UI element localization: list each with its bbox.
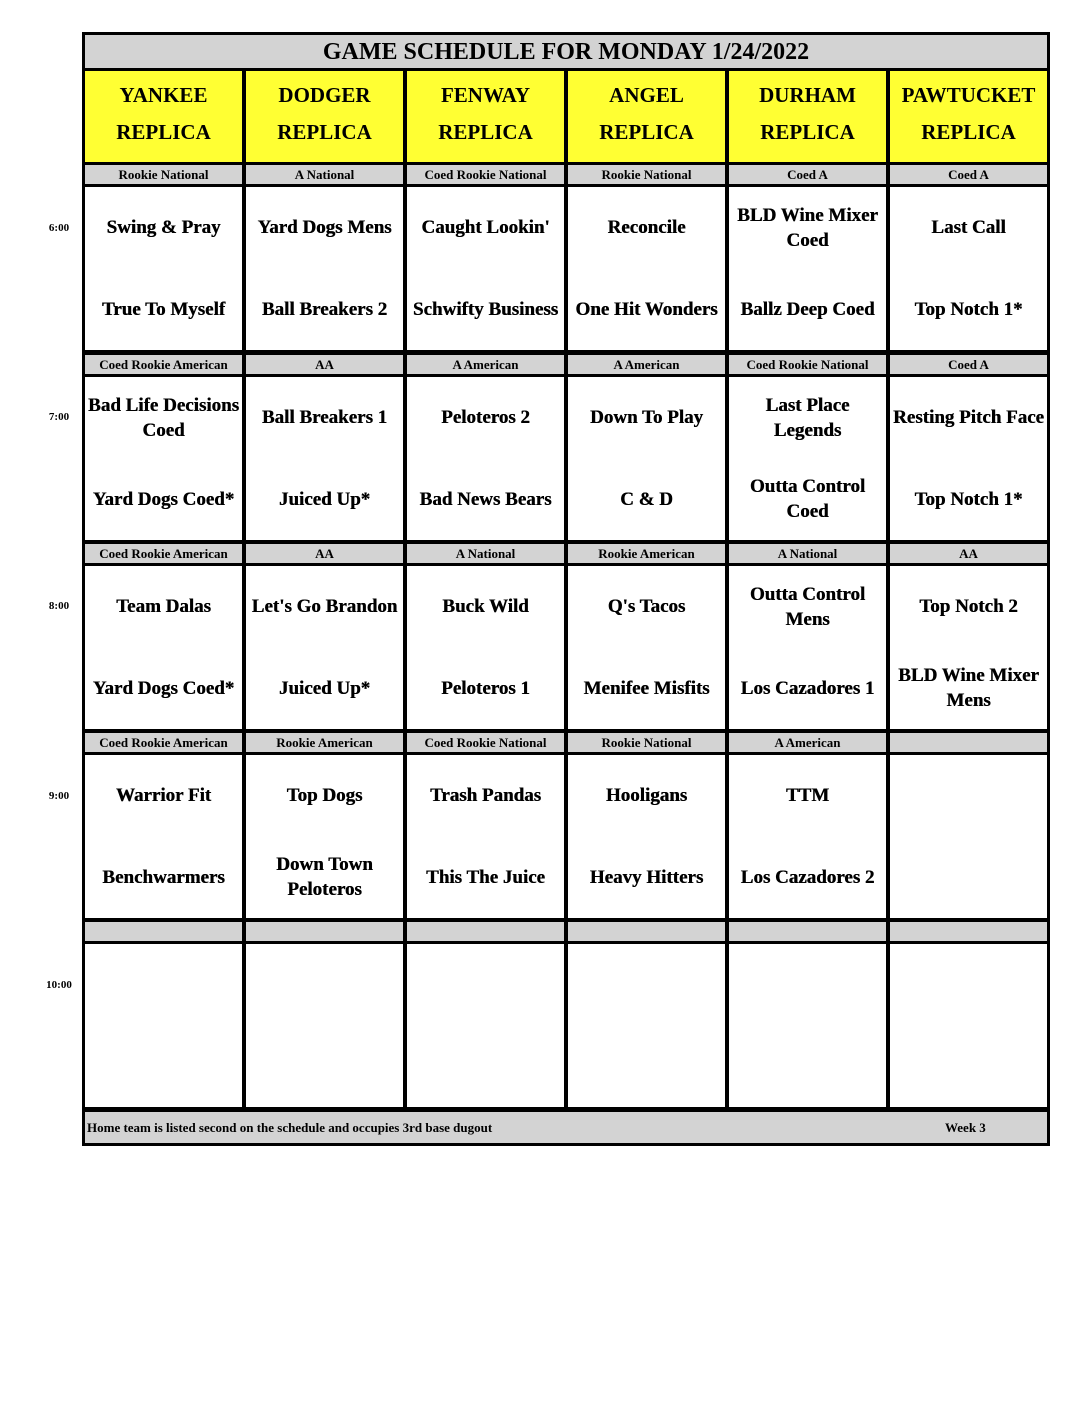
page-title: GAME SCHEDULE FOR MONDAY 1/24/2022 bbox=[85, 35, 1047, 68]
division-label: A American bbox=[729, 733, 886, 752]
away-team bbox=[568, 944, 725, 1026]
home-team: C & D bbox=[620, 488, 673, 510]
field-header bbox=[407, 71, 564, 162]
division-label: Coed Rookie National bbox=[729, 355, 886, 374]
time-label: 6:00 bbox=[48, 222, 70, 234]
division-label: A American bbox=[568, 355, 725, 374]
division-label: Coed Rookie National bbox=[407, 165, 564, 184]
game-cell bbox=[890, 377, 1047, 540]
field-header bbox=[568, 71, 725, 162]
game-cell bbox=[85, 944, 242, 1107]
field-name: YANKEE bbox=[119, 83, 208, 107]
division-label: A National bbox=[729, 544, 886, 563]
division-label: Coed A bbox=[729, 165, 886, 184]
away-team: Team Dalas bbox=[116, 596, 211, 618]
game-cell bbox=[246, 566, 403, 729]
home-team: Schwifty Business bbox=[412, 298, 559, 320]
away-team: TTM bbox=[785, 785, 830, 807]
division-label: Coed Rookie American bbox=[85, 355, 242, 374]
home-team: Yard Dogs Coed* bbox=[92, 488, 235, 510]
home-team: Ballz Deep Coed bbox=[740, 298, 875, 320]
home-team: Peloteros 1 bbox=[441, 677, 530, 699]
game-cell bbox=[729, 755, 886, 918]
field-name: FENWAY bbox=[440, 83, 531, 107]
away-team: Yard Dogs Mens bbox=[257, 217, 392, 239]
away-team: Last Place Legends bbox=[765, 394, 850, 441]
home-team: Top Notch 1* bbox=[914, 488, 1023, 510]
game-cell bbox=[407, 187, 564, 350]
field-name: PAWTUCKET bbox=[901, 83, 1036, 107]
home-team bbox=[246, 1026, 403, 1108]
away-team bbox=[890, 755, 1047, 837]
game-cell bbox=[246, 377, 403, 540]
game-cell bbox=[246, 755, 403, 918]
home-team: Juiced Up* bbox=[278, 488, 371, 510]
division-label: A National bbox=[407, 544, 564, 563]
game-cell bbox=[85, 566, 242, 729]
division-label: Rookie National bbox=[568, 165, 725, 184]
home-team: Heavy Hitters bbox=[589, 866, 704, 888]
away-team bbox=[85, 944, 242, 1026]
division-label bbox=[890, 922, 1047, 941]
away-team: Peloteros 2 bbox=[441, 407, 530, 429]
week-label: Week 3 bbox=[945, 1120, 986, 1135]
time-label: 7:00 bbox=[48, 411, 70, 423]
game-cell bbox=[568, 944, 725, 1107]
division-label: Rookie American bbox=[568, 544, 725, 563]
away-team: Reconcile bbox=[607, 217, 686, 239]
away-team: Q's Tacos bbox=[607, 596, 686, 618]
game-cell bbox=[407, 377, 564, 540]
away-team: Last Call bbox=[931, 217, 1006, 239]
division-label: Rookie American bbox=[246, 733, 403, 752]
away-team bbox=[729, 944, 886, 1026]
division-label bbox=[729, 922, 886, 941]
home-team: BLD Wine Mixer Mens bbox=[898, 665, 1039, 712]
game-cell bbox=[890, 944, 1047, 1107]
game-cell bbox=[568, 755, 725, 918]
home-team bbox=[407, 1026, 564, 1108]
game-cell bbox=[85, 377, 242, 540]
game-cell bbox=[246, 944, 403, 1107]
away-team bbox=[890, 944, 1047, 1026]
division-label: A American bbox=[407, 355, 564, 374]
game-cell bbox=[890, 187, 1047, 350]
home-team: Bad News Bears bbox=[419, 488, 552, 510]
home-team: Benchwarmers bbox=[102, 866, 225, 888]
away-team: Swing & Pray bbox=[106, 217, 221, 239]
field-name: ANGEL bbox=[609, 83, 684, 107]
division-label: Coed A bbox=[890, 355, 1047, 374]
home-team: Los Cazadores 1 bbox=[740, 677, 875, 699]
game-cell bbox=[85, 755, 242, 918]
away-team: Warrior Fit bbox=[115, 785, 212, 807]
away-team bbox=[246, 944, 403, 1026]
footer-note: Home team is listed second on the schedule and occupies 3rd base dugout bbox=[87, 1120, 493, 1135]
field-sub: REPLICA bbox=[277, 120, 372, 144]
field-header bbox=[890, 71, 1047, 162]
division-label: Rookie National bbox=[85, 165, 242, 184]
away-team: Resting Pitch Face bbox=[893, 407, 1044, 429]
game-cell bbox=[407, 566, 564, 729]
home-team: True To Myself bbox=[101, 298, 226, 320]
division-label: Coed Rookie American bbox=[85, 544, 242, 563]
game-cell bbox=[246, 187, 403, 350]
home-team bbox=[729, 1026, 886, 1108]
division-label bbox=[407, 922, 564, 941]
division-label: Coed Rookie National bbox=[407, 733, 564, 752]
away-team: Caught Lookin' bbox=[421, 217, 550, 239]
home-team bbox=[890, 837, 1047, 919]
away-team: Let's Go Brandon bbox=[251, 596, 398, 618]
division-label: Coed Rookie American bbox=[85, 733, 242, 752]
division-label: A National bbox=[246, 165, 403, 184]
division-label bbox=[568, 922, 725, 941]
field-sub: REPLICA bbox=[760, 120, 855, 144]
field-name: DODGER bbox=[278, 83, 371, 107]
game-cell bbox=[568, 566, 725, 729]
game-cell bbox=[729, 944, 886, 1107]
away-team: Top Notch 2 bbox=[919, 596, 1018, 618]
home-team bbox=[568, 1026, 725, 1108]
game-cell bbox=[729, 187, 886, 350]
home-team: Los Cazadores 2 bbox=[740, 866, 875, 888]
field-header bbox=[246, 71, 403, 162]
footer-band bbox=[85, 1112, 1047, 1143]
home-team: Outta Control Coed bbox=[749, 476, 866, 523]
game-cell bbox=[568, 187, 725, 350]
division-label bbox=[246, 922, 403, 941]
field-sub: REPLICA bbox=[921, 120, 1016, 144]
time-label: 10:00 bbox=[46, 979, 72, 991]
field-sub: REPLICA bbox=[438, 120, 533, 144]
game-cell bbox=[890, 755, 1047, 918]
division-label: AA bbox=[890, 544, 1047, 563]
away-team: Bad Life Decisions Coed bbox=[88, 394, 239, 441]
away-team: Top Dogs bbox=[286, 785, 363, 807]
away-team: Buck Wild bbox=[442, 596, 529, 618]
game-cell bbox=[85, 187, 242, 350]
field-sub: REPLICA bbox=[116, 120, 211, 144]
field-sub: REPLICA bbox=[599, 120, 694, 144]
field-header bbox=[85, 71, 242, 162]
time-label: 9:00 bbox=[48, 790, 70, 802]
away-team: Ball Breakers 1 bbox=[261, 407, 388, 429]
home-team bbox=[85, 1026, 242, 1108]
division-label bbox=[890, 733, 1047, 752]
away-team: Outta Control Mens bbox=[749, 583, 866, 630]
home-team: Top Notch 1* bbox=[914, 298, 1023, 320]
home-team: Down Town Peloteros bbox=[276, 854, 373, 901]
schedule-table bbox=[82, 32, 1050, 1146]
home-team: Ball Breakers 2 bbox=[261, 298, 388, 320]
division-label: Rookie National bbox=[568, 733, 725, 752]
division-label: AA bbox=[246, 544, 403, 563]
game-cell bbox=[407, 755, 564, 918]
time-label: 8:00 bbox=[48, 600, 70, 612]
game-cell bbox=[729, 566, 886, 729]
away-team: Down To Play bbox=[590, 407, 703, 429]
home-team: Yard Dogs Coed* bbox=[92, 677, 235, 699]
home-team: One Hit Wonders bbox=[575, 298, 718, 320]
game-cell bbox=[568, 377, 725, 540]
game-cell bbox=[729, 377, 886, 540]
home-team: Juiced Up* bbox=[278, 677, 371, 699]
home-team: This The Juice bbox=[426, 866, 545, 888]
game-cell bbox=[890, 566, 1047, 729]
division-label: AA bbox=[246, 355, 403, 374]
field-name: DURHAM bbox=[759, 83, 856, 107]
away-team: BLD Wine Mixer Coed bbox=[737, 204, 878, 251]
field-header bbox=[729, 71, 886, 162]
home-team: Menifee Misfits bbox=[583, 677, 710, 699]
division-label: Coed A bbox=[890, 165, 1047, 184]
away-team: Hooligans bbox=[605, 785, 688, 807]
division-label bbox=[85, 922, 242, 941]
game-cell bbox=[407, 944, 564, 1107]
home-team bbox=[890, 1026, 1047, 1108]
away-team bbox=[407, 944, 564, 1026]
away-team: Trash Pandas bbox=[429, 785, 542, 807]
